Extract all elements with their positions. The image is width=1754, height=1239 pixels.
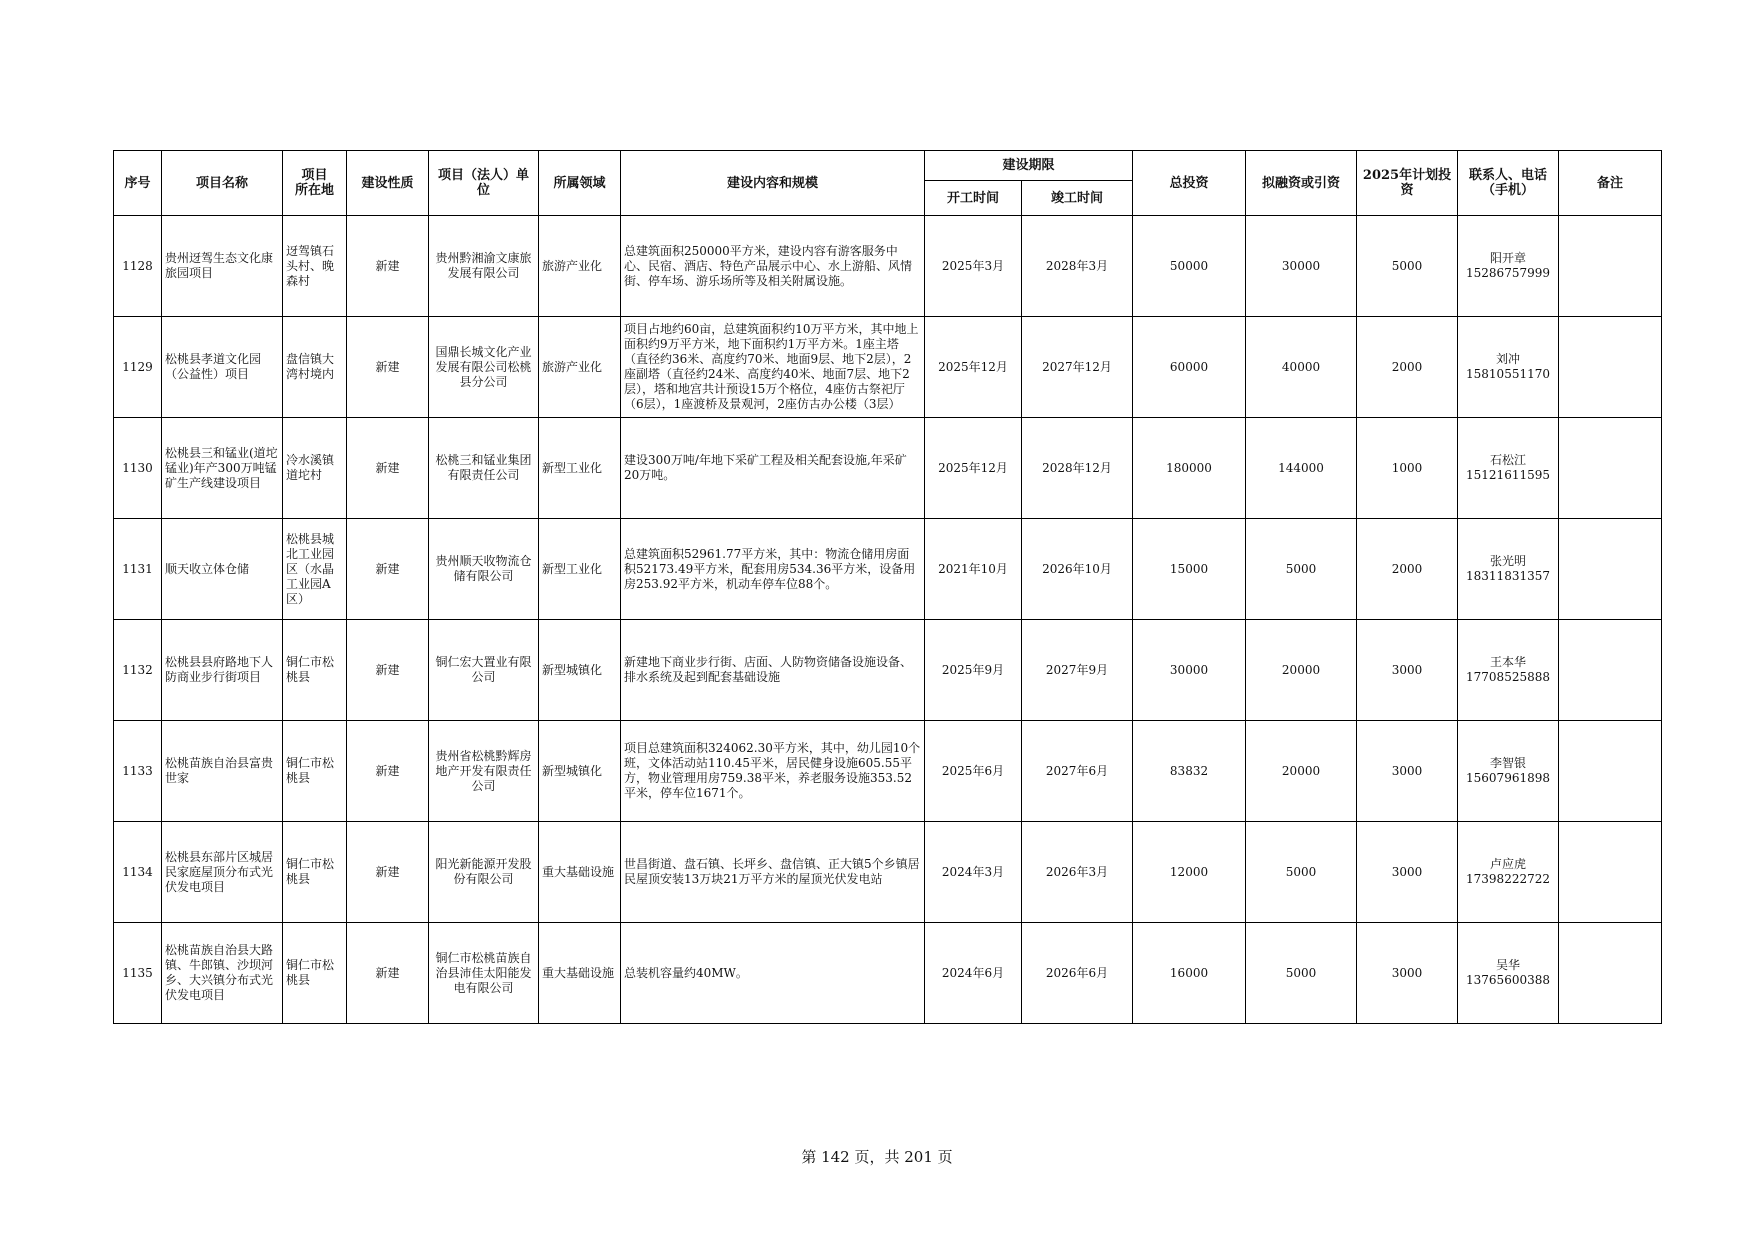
header-contact: 联系人、电话（手机）	[1458, 151, 1559, 216]
cell-start: 2024年6月	[925, 923, 1022, 1024]
cell-seq: 1128	[114, 216, 162, 317]
content-text: 世昌街道、盘石镇、长坪乡、盘信镇、正大镇5个乡镇居民屋顶安装13万块21万平方米的屋顶光伏发电站	[624, 857, 920, 886]
cell-remark	[1559, 721, 1662, 822]
cell-seq: 1134	[114, 822, 162, 923]
contact-phone: 17398222722	[1466, 872, 1550, 886]
cell-start: 2025年12月	[925, 317, 1022, 418]
cell-nature: 新建	[347, 822, 429, 923]
table-row	[114, 519, 1662, 620]
cell-unit: 阳光新能源开发股份有限公司	[429, 822, 539, 923]
cell-field: 新型城镇化	[539, 620, 621, 721]
header-content: 建设内容和规模	[621, 151, 925, 216]
cell-end: 2027年9月	[1022, 620, 1133, 721]
contact-phone: 15607961898	[1466, 771, 1550, 785]
cell-contact	[1458, 721, 1559, 822]
cell-location: 铜仁市松桃县	[283, 822, 347, 923]
cell-contact	[1458, 216, 1559, 317]
content-text: 新建地下商业步行街、店面、人防物资储备设施设备、排水系统及起到配套基础设施	[624, 655, 913, 684]
cell-contact	[1458, 418, 1559, 519]
project-table	[113, 150, 1662, 1024]
cell-location: 盘信镇大湾村境内	[283, 317, 347, 418]
table-row	[114, 317, 1662, 418]
cell-nature: 新建	[347, 216, 429, 317]
cell-project-name: 松桃县县府路地下人防商业步行街项目	[162, 620, 283, 721]
header-period: 建设期限	[925, 151, 1133, 181]
header-name: 项目名称	[162, 151, 283, 216]
cell-total: 15000	[1133, 519, 1246, 620]
cell-financing: 5000	[1246, 923, 1357, 1024]
cell-seq: 1129	[114, 317, 162, 418]
cell-end: 2027年6月	[1022, 721, 1133, 822]
cell-nature: 新建	[347, 418, 429, 519]
contact-phone: 15121611595	[1466, 468, 1550, 482]
cell-seq: 1135	[114, 923, 162, 1024]
contact-name: 阳开章	[1490, 251, 1527, 265]
header-field: 所属领域	[539, 151, 621, 216]
cell-content	[621, 822, 925, 923]
cell-unit: 贵州省松桃黔辉房地产开发有限责任公司	[429, 721, 539, 822]
content-text: 项目总建筑面积324062.30平方米，其中，幼儿园10个班，文体活动站110.45平米，居民健身设施605.55平方，物业管理用房759.38平米，养老服务设施353.52平米，停车位1671个。	[624, 741, 921, 800]
cell-unit: 贵州黔湘渝文康旅发展有限公司	[429, 216, 539, 317]
cell-total: 83832	[1133, 721, 1246, 822]
cell-project-name: 松桃县孝道文化园（公益性）项目	[162, 317, 283, 418]
table-body	[114, 216, 1662, 1024]
cell-remark	[1559, 317, 1662, 418]
contact-name: 李智银	[1490, 756, 1527, 770]
cell-field: 旅游产业化	[539, 317, 621, 418]
content-text: 总建筑面积250000平方米，建设内容有游客服务中心、民宿、酒店、特色产品展示中心、水上游船、风情街、停车场、游乐场所等及相关附属设施。	[624, 243, 913, 288]
cell-plan: 3000	[1357, 721, 1458, 822]
table-row	[114, 216, 1662, 317]
header-unit: 项目（法人）单位	[429, 151, 539, 216]
cell-total: 50000	[1133, 216, 1246, 317]
cell-financing: 20000	[1246, 721, 1357, 822]
cell-contact	[1458, 923, 1559, 1024]
table-row	[114, 721, 1662, 822]
content-text: 总装机容量约40MW。	[624, 965, 748, 980]
cell-content	[621, 721, 925, 822]
cell-seq: 1130	[114, 418, 162, 519]
cell-start: 2025年3月	[925, 216, 1022, 317]
contact-name: 吴华	[1496, 958, 1521, 972]
cell-financing: 144000	[1246, 418, 1357, 519]
cell-start: 2025年6月	[925, 721, 1022, 822]
header-start: 开工时间	[925, 181, 1022, 216]
cell-end: 2026年3月	[1022, 822, 1133, 923]
cell-content	[621, 923, 925, 1024]
cell-location: 迓驾镇石头村、晚森村	[283, 216, 347, 317]
cell-content	[621, 216, 925, 317]
cell-unit: 松桃三和锰业集团有限责任公司	[429, 418, 539, 519]
cell-unit: 铜仁宏大置业有限公司	[429, 620, 539, 721]
header-remark: 备注	[1559, 151, 1662, 216]
cell-unit: 铜仁市松桃苗族自治县沛佳太阳能发电有限公司	[429, 923, 539, 1024]
cell-content	[621, 418, 925, 519]
cell-total: 12000	[1133, 822, 1246, 923]
cell-content	[621, 519, 925, 620]
table-row	[114, 923, 1662, 1024]
cell-remark	[1559, 519, 1662, 620]
cell-plan: 3000	[1357, 620, 1458, 721]
cell-remark	[1559, 923, 1662, 1024]
cell-content	[621, 620, 925, 721]
cell-financing: 20000	[1246, 620, 1357, 721]
cell-plan: 3000	[1357, 923, 1458, 1024]
header-end: 竣工时间	[1022, 181, 1133, 216]
header-location: 项目 所在地	[283, 151, 347, 216]
cell-plan: 3000	[1357, 822, 1458, 923]
cell-total: 180000	[1133, 418, 1246, 519]
cell-field: 新型工业化	[539, 519, 621, 620]
cell-start: 2025年12月	[925, 418, 1022, 519]
cell-end: 2026年6月	[1022, 923, 1133, 1024]
cell-nature: 新建	[347, 317, 429, 418]
contact-name: 王本华	[1490, 655, 1527, 669]
contact-phone: 18311831357	[1466, 569, 1550, 583]
cell-remark	[1559, 620, 1662, 721]
cell-project-name: 松桃县三和锰业(道坨锰业)年产300万吨锰矿生产线建设项目	[162, 418, 283, 519]
contact-phone: 13765600388	[1466, 973, 1550, 987]
cell-contact	[1458, 317, 1559, 418]
cell-plan: 2000	[1357, 519, 1458, 620]
content-text: 项目占地约60亩，总建筑面积约10万平方米，其中地上面积约9万平方米，地下面积约1万平方米。1座主塔（直径约36米、高度约70米、地面9层、地下2层），2座副塔（直径约24米、高度约40米、地面7层、地下2层），塔和地宫共计预设15万个格位，4座仿古祭祀厅（6层），1座渡桥及景观河，2座仿古办公楼（3层）	[624, 322, 919, 411]
cell-location: 松桃县城北工业园区（水晶工业园A区）	[283, 519, 347, 620]
cell-remark	[1559, 216, 1662, 317]
cell-end: 2026年10月	[1022, 519, 1133, 620]
cell-unit: 贵州顺天收物流仓储有限公司	[429, 519, 539, 620]
table-row	[114, 418, 1662, 519]
cell-end: 2028年3月	[1022, 216, 1133, 317]
cell-end: 2028年12月	[1022, 418, 1133, 519]
cell-project-name: 顺天收立体仓储	[162, 519, 283, 620]
cell-contact	[1458, 519, 1559, 620]
cell-nature: 新建	[347, 721, 429, 822]
cell-total: 30000	[1133, 620, 1246, 721]
header-row-1	[114, 151, 1662, 181]
contact-phone: 15810551170	[1466, 367, 1550, 381]
cell-contact	[1458, 822, 1559, 923]
cell-nature: 新建	[347, 923, 429, 1024]
cell-financing: 5000	[1246, 822, 1357, 923]
header-financing: 拟融资或引资	[1246, 151, 1357, 216]
page-footer: 第 142 页，共 201 页	[801, 1148, 953, 1166]
cell-start: 2021年10月	[925, 519, 1022, 620]
content-text: 建设300万吨/年地下采矿工程及相关配套设施,年采矿20万吨。	[624, 453, 907, 482]
cell-field: 新型城镇化	[539, 721, 621, 822]
cell-start: 2025年9月	[925, 620, 1022, 721]
contact-phone: 17708525888	[1466, 670, 1550, 684]
cell-plan: 2000	[1357, 317, 1458, 418]
cell-location: 铜仁市松桃县	[283, 721, 347, 822]
contact-name: 卢应虎	[1490, 857, 1527, 871]
cell-seq: 1133	[114, 721, 162, 822]
cell-plan: 5000	[1357, 216, 1458, 317]
cell-location: 铜仁市松桃县	[283, 620, 347, 721]
cell-project-name: 松桃县东部片区城居民家庭屋顶分布式光伏发电项目	[162, 822, 283, 923]
content-text: 总建筑面积52961.77平方米，其中：物流仓储用房面积52173.49平方米，配套用房534.36平方米，设备用房253.92平方米，机动车停车位88个。	[624, 546, 916, 591]
cell-remark	[1559, 418, 1662, 519]
cell-project-name: 松桃苗族自治县富贵世家	[162, 721, 283, 822]
table-row	[114, 822, 1662, 923]
cell-plan: 1000	[1357, 418, 1458, 519]
cell-financing: 40000	[1246, 317, 1357, 418]
cell-seq: 1131	[114, 519, 162, 620]
cell-remark	[1559, 822, 1662, 923]
cell-nature: 新建	[347, 519, 429, 620]
cell-contact	[1458, 620, 1559, 721]
cell-start: 2024年3月	[925, 822, 1022, 923]
cell-nature: 新建	[347, 620, 429, 721]
cell-field: 重大基础设施	[539, 923, 621, 1024]
contact-name: 石松江	[1490, 453, 1527, 467]
cell-project-name: 松桃苗族自治县大路镇、牛郎镇、沙坝河乡、大兴镇分布式光伏发电项目	[162, 923, 283, 1024]
cell-project-name: 贵州迓驾生态文化康旅园项目	[162, 216, 283, 317]
cell-location: 铜仁市松桃县	[283, 923, 347, 1024]
header-total: 总投资	[1133, 151, 1246, 216]
cell-unit: 国鼎长城文化产业发展有限公司松桃县分公司	[429, 317, 539, 418]
contact-name: 张光明	[1490, 554, 1527, 568]
cell-financing: 30000	[1246, 216, 1357, 317]
cell-field: 新型工业化	[539, 418, 621, 519]
cell-field: 旅游产业化	[539, 216, 621, 317]
cell-field: 重大基础设施	[539, 822, 621, 923]
contact-phone: 15286757999	[1466, 266, 1550, 280]
header-seq: 序号	[114, 151, 162, 216]
cell-total: 16000	[1133, 923, 1246, 1024]
cell-financing: 5000	[1246, 519, 1357, 620]
cell-end: 2027年12月	[1022, 317, 1133, 418]
cell-content	[621, 317, 925, 418]
contact-name: 刘冲	[1496, 352, 1521, 366]
header-plan: 2025年计划投资	[1357, 151, 1458, 216]
cell-seq: 1132	[114, 620, 162, 721]
table-row	[114, 620, 1662, 721]
cell-total: 60000	[1133, 317, 1246, 418]
cell-location: 冷水溪镇道坨村	[283, 418, 347, 519]
header-nature: 建设性质	[347, 151, 429, 216]
